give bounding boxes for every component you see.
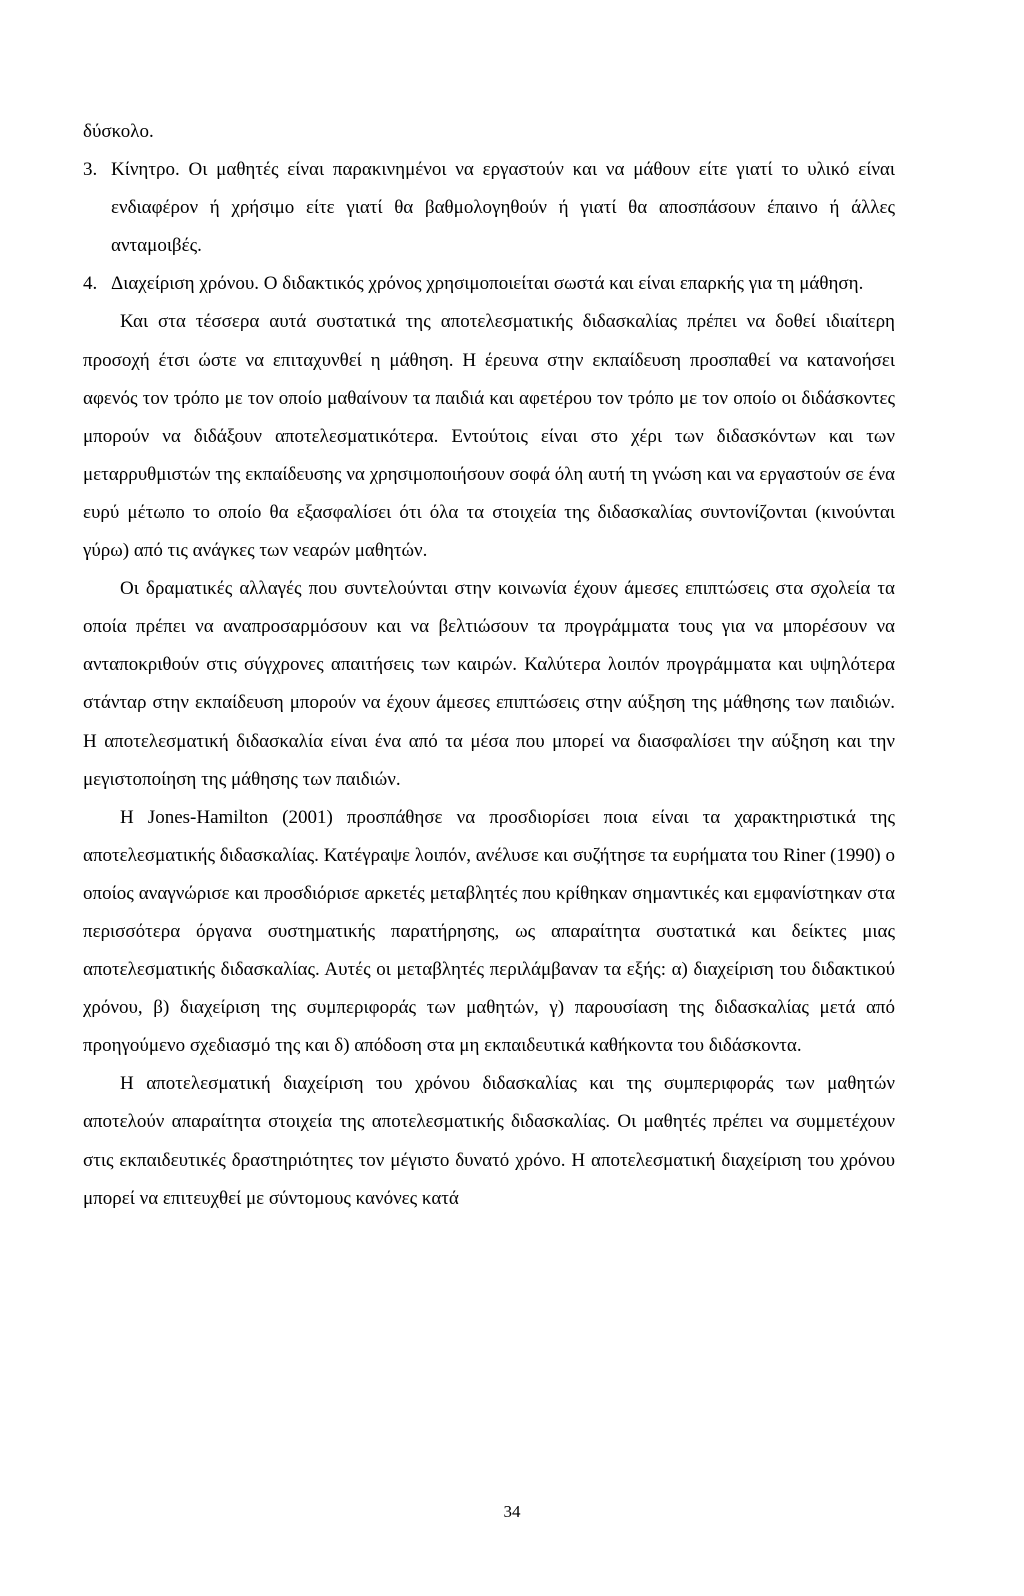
list-number: 4. <box>83 273 98 295</box>
paragraph: Οι δραματικές αλλαγές που συντελούνται στην κοινωνία έχουν άμεσες επιπτώσεις στα σχολεία τα οποία πρέπει να αναπροσαρμόσουν και να βελτιώσουν τα προγράμματα τους για να μπορέσουν να ανταποκριθούν στις σύγχρονες απαιτήσεις των καιρών. Καλύτερα λοιπόν προγράμματα και υψηλότερα στάνταρ στην εκπαίδευση μπορούν να έχουν άμεσες επιπτώσεις στην αύξηση της μάθησης των παιδιών. Η αποτελεσματική διδασκαλία είναι ένα από τα μέσα που μπορεί να διασφαλίσει την αύξηση και την μεγιστοποίηση της μάθησης των παιδιών. <box>83 578 895 790</box>
paragraph: Η Jones-Hamilton (2001) προσπάθησε να προσδιορίσει ποια είναι τα χαρακτηριστικά της αποτελεσματικής διδασκαλίας. Κατέγραψε λοιπόν, ανέλυσε και συζήτησε τα ευρήματα του Riner (1990) ο οποίος αναγνώρισε και προσδιόρισε αρκετές μεταβλητές που κρίθηκαν σημαντικές και εμφανίστηκαν στα περισσότερα όργανα συστηματικής παρατήρησης, ως απαραίτητα συστατικά και δείκτες μιας αποτελεσματικής διδασκαλίας. Αυτές οι μεταβλητές περιλάμβαναν τα εξής: α) διαχείριση του διδακτικού χρόνου, β) διαχείριση της συμπεριφοράς των μαθητών, γ) παρουσίαση της διδασκαλίας μετά από προηγούμενο σχεδιασμό της και δ) απόδοση στα μη εκπαιδευτικά καθήκοντα του διδάσκοντα. <box>83 806 895 1057</box>
list-item <box>83 265 895 303</box>
page-number: 34 <box>503 1502 521 1521</box>
list-text: Κίνητρο. Οι μαθητές είναι παρακινημένοι να εργαστούν και να μάθουν είτε γιατί το υλικό είναι ενδιαφέρον ή χρήσιμο είτε γιατί θα βαθμολογηθούν ή γιατί θα αποσπάσουν έπαινο ή άλλες ανταμοιβές. <box>111 159 895 257</box>
continuation-line: δύσκολο. <box>83 121 154 142</box>
list-number: 3. <box>83 159 98 181</box>
list-item <box>83 151 895 265</box>
page-body <box>83 113 895 1218</box>
paragraph: Η αποτελεσματική διαχείριση του χρόνου διδασκαλίας και της συμπεριφοράς των μαθητών αποτελούν απαραίτητα στοιχεία της αποτελεσματικής διδασκαλίας. Οι μαθητές πρέπει να συμμετέχουν στις εκπαιδευτικές δραστηριότητες τον μέγιστο δυνατό χρόνο. Η αποτελεσματική διαχείριση του χρόνου μπορεί να επιτευχθεί με σύντομους κανόνες κατά <box>83 1073 895 1209</box>
paragraph: Και στα τέσσερα αυτά συστατικά της αποτελεσματικής διδασκαλίας πρέπει να δοθεί ιδιαίτερη προσοχή έτσι ώστε να επιταχυνθεί η μάθηση. Η έρευνα στην εκπαίδευση προσπαθεί να κατανοήσει αφενός τον τρόπο με τον οποίο μαθαίνουν τα παιδιά και αφετέρου τον τρόπο με τον οποίο οι διδάσκοντες μπορούν να διδάξουν αποτελεσματικότερα. Εντούτοις είναι στο χέρι των διδασκόντων και των μεταρρυθμιστών της εκπαίδευσης να χρησιμοποιήσουν σοφά όλη αυτή τη γνώση και να εργαστούν σε ένα ευρύ μέτωπο το οποίο θα εξασφαλίσει ότι όλα τα στοιχεία της διδασκαλίας συντονίζονται (κινούνται γύρω) από τις ανάγκες των νεαρών μαθητών. <box>83 311 895 562</box>
list-text: Διαχείριση χρόνου. Ο διδακτικός χρόνος χρησιμοποιείται σωστά και είναι επαρκής για τη μάθηση. <box>111 273 864 295</box>
